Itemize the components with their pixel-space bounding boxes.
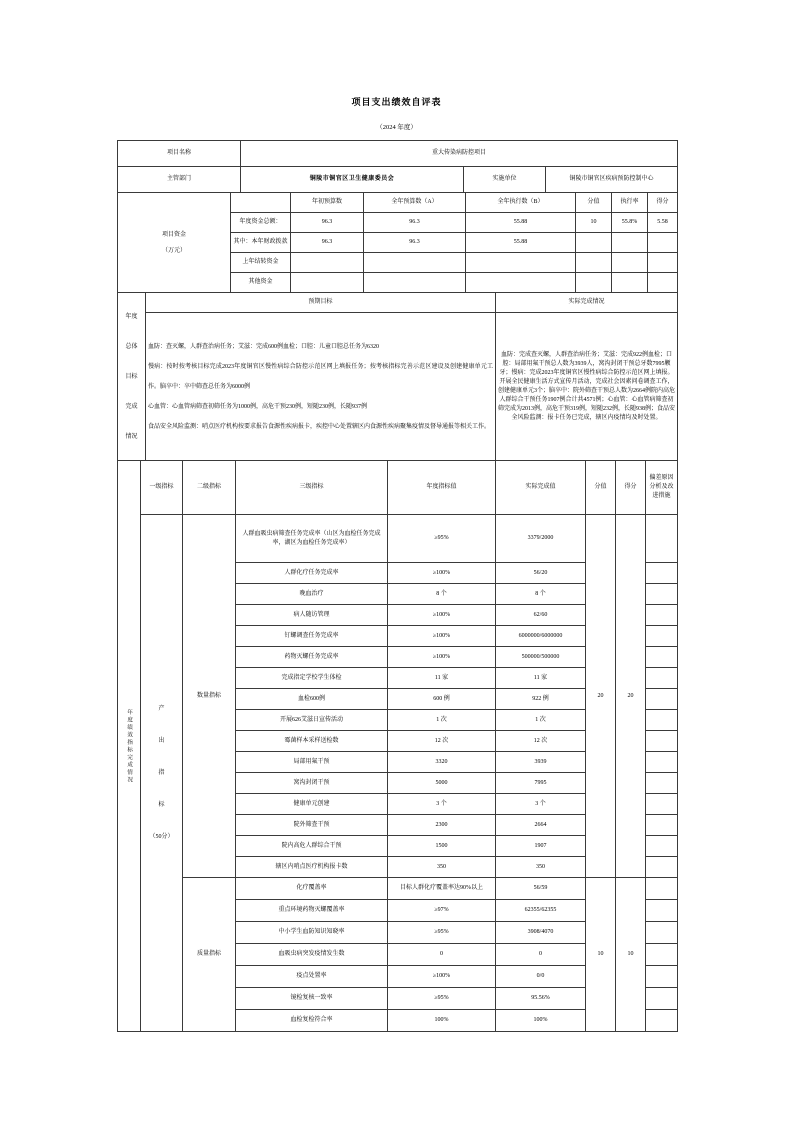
indicator-name: 人群血吸虫病筛查任务完成率（山区为血检任务完成率，湖区为血检任务完成率） [236,515,388,563]
annual-goal-side-line: 目标 [125,373,138,380]
indicator-name: 病人随访管理 [236,605,388,626]
indicator-name: 霉菌样本采样送检数 [236,731,388,752]
funding-score [648,253,678,273]
indicator-target-value: ≥100% [388,605,496,626]
annual-goal-side-line: 年度 [125,313,138,320]
deviation-cell [646,731,678,752]
deviation-cell [646,966,678,988]
indicator-actual-value: 0 [496,944,586,966]
indicator-actual-value: 56/20 [496,563,586,584]
indicator-col-score: 得分 [616,461,646,515]
deviation-cell [646,515,678,563]
indicator-target-value: ≥95% [388,515,496,563]
funding-col-initial-budget: 年初预算数 [291,193,364,213]
funding-annual-budget [364,253,466,273]
funding-col-executed: 全年执行数（B） [466,193,576,213]
deviation-cell [646,900,678,922]
level2-label: 数量指标 [183,515,236,878]
implement-unit-label: 实施单位 [464,167,546,193]
indicator-target-value: ≥97% [388,900,496,922]
department-label: 主管部门 [118,167,241,193]
indicator-target-value: ≥100% [388,966,496,988]
funding-col-annual-budget: 全年预算数（A） [364,193,466,213]
funding-exec-rate [612,233,648,253]
indicator-actual-value: 7995 [496,773,586,794]
deviation-cell [646,836,678,857]
deviation-cell [646,584,678,605]
indicator-actual-value: 3379/2000 [496,515,586,563]
funding-col-score-total: 分值 [576,193,612,213]
indicator-actual-value: 1 次 [496,710,586,731]
funding-col-exec-rate: 执行率 [612,193,648,213]
indicator-target-value: 12 次 [388,731,496,752]
expected-goal-paragraph: 心血管：心血管病筛查初筛任务为1000例，高危干预230例，短随230例，长随937例 [148,403,368,410]
indicator-name: 血检复检符合率 [236,1010,388,1032]
header-table [117,140,678,193]
indicator-target-value: ≥100% [388,563,496,584]
funding-annual-budget: 96.3 [364,213,466,233]
level1-label-line: 指 [158,770,165,776]
funding-annual-budget [364,273,466,293]
funding-row-label: 其中：本年财政拨款 [231,233,291,253]
level1-label-line: 出 [158,738,165,744]
deviation-cell [646,878,678,900]
funding-annual-budget: 96.3 [364,233,466,253]
level1-label-line: 标 [158,802,165,808]
indicator-target-value: ≥95% [388,922,496,944]
indicator-name: 局部用氟干预 [236,752,388,773]
indicator-target-value: 3320 [388,752,496,773]
funding-score-total: 10 [576,213,612,233]
indicator-name: 中小学生血防知识知晓率 [236,922,388,944]
indicator-actual-value: 1907 [496,836,586,857]
indicator-actual-value: 3908/4070 [496,922,586,944]
indicator-target-value: ≥100% [388,647,496,668]
indicator-name: 药物灭螺任务完成率 [236,647,388,668]
indicator-actual-value: 8 个 [496,584,586,605]
level1-label-line: 产 [158,706,165,712]
deviation-cell [646,605,678,626]
funding-exec-rate: 55.8% [612,213,648,233]
indicator-name: 人群化疗任务完成率 [236,563,388,584]
implement-unit-value: 铜陵市铜官区疾病预防控制中心 [546,167,678,193]
indicator-score-value: 20 [616,515,646,878]
indicator-name: 开展626艾滋日宣传活动 [236,710,388,731]
deviation-cell [646,647,678,668]
deviation-cell [646,988,678,1010]
indicator-target-value: 3 个 [388,794,496,815]
expected-goal-text [146,313,496,461]
deviation-cell [646,815,678,836]
annual-goal-table [117,292,678,461]
indicator-target-value: 1 次 [388,710,496,731]
indicator-actual-value: 100% [496,1010,586,1032]
funding-initial-budget: 96.3 [291,233,364,253]
deviation-cell [646,794,678,815]
indicator-name: 重点环境药物灭螺覆盖率 [236,900,388,922]
funding-section-label-line1: 项目资金 [161,231,186,238]
funding-row-label: 其他资金 [231,273,291,293]
indicator-col-level2: 二级指标 [183,461,236,515]
funding-subheader-empty [231,193,291,213]
indicator-actual-value: 3939 [496,752,586,773]
indicator-actual-value: 62355/62355 [496,900,586,922]
expected-goal-header: 预期目标 [146,293,496,313]
project-name-value: 重大传染病防控项目 [241,141,678,167]
funding-section-label-line2: （万元） [161,247,186,254]
indicator-col-deviation: 偏差原因分析及改进措施 [646,461,678,515]
indicator-col-actual: 实际完成值 [496,461,586,515]
deviation-cell [646,857,678,878]
indicator-row [118,515,678,563]
level1-label [141,515,183,1032]
actual-completion-header: 实际完成情况 [496,293,678,313]
annual-goal-side-label [118,293,146,461]
indicator-score-total-value: 10 [586,878,616,1032]
funding-exec-rate [612,273,648,293]
deviation-cell [646,626,678,647]
indicator-name: 完成指定学校学生体检 [236,668,388,689]
indicator-actual-value: 500000/500000 [496,647,586,668]
deviation-cell [646,1010,678,1032]
funding-score-total [576,233,612,253]
funding-executed [466,273,576,293]
deviation-cell [646,944,678,966]
funding-score: 5.58 [648,213,678,233]
indicator-target-value: 0 [388,944,496,966]
funding-initial-budget: 96.3 [291,213,364,233]
indicator-name: 化疗覆盖率 [236,878,388,900]
funding-row-label: 年度资金总额： [231,213,291,233]
level2-label: 质量指标 [183,878,236,1032]
indicator-actual-value: 12 次 [496,731,586,752]
indicator-actual-value: 56/59 [496,878,586,900]
indicator-name: 疫点处置率 [236,966,388,988]
annual-goal-side-line: 情况 [125,433,138,440]
funding-score [648,233,678,253]
indicator-target-value: ≥100% [388,626,496,647]
funding-score-total [576,273,612,293]
indicator-col-level3: 三级指标 [236,461,388,515]
indicator-actual-value: 922 例 [496,689,586,710]
indicator-row [118,878,678,900]
deviation-cell [646,752,678,773]
indicator-target-value: 100% [388,1010,496,1032]
indicator-name: 窝沟封闭干预 [236,773,388,794]
funding-initial-budget [291,273,364,293]
indicator-actual-value: 350 [496,857,586,878]
indicator-actual-value: 6000000/6000000 [496,626,586,647]
indicator-name: 健康单元创建 [236,794,388,815]
deviation-cell [646,563,678,584]
indicator-target-value: 8 个 [388,584,496,605]
deviation-cell [646,710,678,731]
expected-goal-paragraph: 慢病：按时按考核目标完成2023年度铜官区慢性病综合防控示范区网上填报任务；按考核指标完善示范区建设及创建健康单元工作。脑卒中：卒中筛查总任务为6000例 [148,363,493,390]
indicators-side-label-text: 年度绩效指标完成情况 [126,708,133,784]
indicator-name: 钉螺调查任务完成率 [236,626,388,647]
indicators-table [117,460,678,1032]
indicator-name: 镜检复核一致率 [236,988,388,1010]
page-subtitle: （2024 年度） [376,124,417,131]
indicator-target-value: 5000 [388,773,496,794]
department-value: 铜陵市铜官区卫生健康委员会 [241,167,464,193]
funding-executed: 55.88 [466,233,576,253]
actual-completion-text: 血防：完成查灭螺，人群查治病任务；艾滋：完成922例血检；口腔：局部用氟干预总人数为3939人，窝沟封闭干预总牙数7995颗牙；慢病：完成2023年度铜官区慢性病综合防控示范区网上填报。开展全民健康生活方式宣传月活动，完成社会因素问卷调查工作，创建健康单元3个；脑卒中：院外筛查干预总人数为2664例院内高危人群综合干预任务1907例合计共4571例；心血管：心血管病筛查初筛完成为2013例，高危干预319例，短随232例，长随938例；食品安全风险监测：报卡任务已完成，辖区内疫情均及时处置。 [496,313,678,461]
indicator-actual-value: 3 个 [496,794,586,815]
indicator-target-value: 目标人群化疗覆盖率达90%以上 [388,878,496,900]
indicator-name: 晚血治疗 [236,584,388,605]
indicator-actual-value: 0/0 [496,966,586,988]
deviation-cell [646,668,678,689]
project-name-label: 项目名称 [118,141,241,167]
page-title: 项目支出绩效自评表 [351,97,442,107]
indicator-target-value: 600 例 [388,689,496,710]
funding-section-label [118,193,231,293]
indicator-col-target: 年度指标值 [388,461,496,515]
funding-initial-budget [291,253,364,273]
deviation-cell [646,689,678,710]
level1-label-line: （50分） [149,834,174,840]
deviation-cell [646,773,678,794]
indicator-actual-value: 95.56% [496,988,586,1010]
indicator-target-value: 350 [388,857,496,878]
indicator-actual-value: 2664 [496,815,586,836]
indicator-target-value: 2300 [388,815,496,836]
indicator-name: 院外筛查干预 [236,815,388,836]
indicator-name: 辖区内哨点医疗机构报卡数 [236,857,388,878]
indicator-name: 院内高危人群综合干预 [236,836,388,857]
funding-executed: 55.88 [466,213,576,233]
indicator-target-value: 11 家 [388,668,496,689]
funding-score-total [576,253,612,273]
funding-row-label: 上年结转资金 [231,253,291,273]
annual-goal-side-line: 总体 [125,343,138,350]
indicator-col-level1: 一级指标 [141,461,183,515]
funding-exec-rate [612,253,648,273]
indicator-name: 血检600例 [236,689,388,710]
funding-executed [466,253,576,273]
annual-goal-side-line: 完成 [125,403,138,410]
indicator-target-value: ≥95% [388,988,496,1010]
indicator-score-value: 10 [616,878,646,1032]
indicator-target-value: 1500 [388,836,496,857]
indicators-side-label [118,461,141,1032]
expected-goal-paragraph: 血防：查灭螺，人群查治病任务；艾滋：完成600例血检；口腔：儿童口腔总任务为6320 [148,343,380,350]
funding-col-score: 得分 [648,193,678,213]
funding-score [648,273,678,293]
indicator-score-total-value: 20 [586,515,616,878]
indicator-name: 血吸虫病突发疫情发生数 [236,944,388,966]
expected-goal-paragraph: 食品安全风险监测：哨点医疗机构按要求报告食源性疾病报卡，疾控中心处置辖区内食源性疾病聚集疫情及督导通报等相关工作。 [148,423,491,430]
funding-table [117,192,678,293]
indicator-actual-value: 62/60 [496,605,586,626]
indicator-actual-value: 11 家 [496,668,586,689]
deviation-cell [646,922,678,944]
indicator-col-score-total: 分值 [586,461,616,515]
